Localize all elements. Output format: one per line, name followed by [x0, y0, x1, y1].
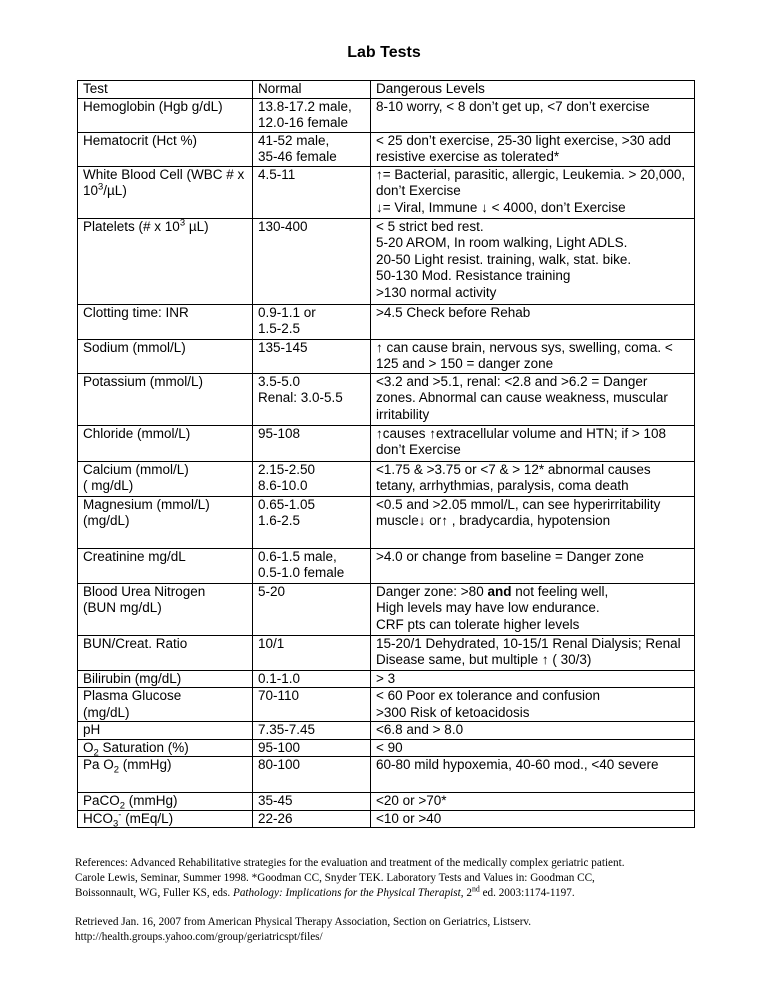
test-cell: Pa $O_2$ (mmHg) — [78, 757, 253, 793]
danger-cell: <10 or >40 — [371, 810, 695, 828]
header-dangerous-levels: Dangerous Levels — [371, 81, 695, 99]
danger-cell: < 60 Poor ex tolerance and confusion >300 Risk of ketoacidosis — [371, 688, 695, 722]
table-row — [78, 218, 695, 304]
test-cell: PaCO$_2$ (mmHg) — [78, 793, 253, 811]
test-cell: BUN/Creat. Ratio — [78, 635, 253, 670]
table-row — [78, 425, 695, 461]
test-cell: Magnesium (mmol/L) (mg/dL) — [78, 496, 253, 548]
danger-cell: <1.75 & >3.75 or <7 & > 12* abnormal causes tetany, arrhythmias, paralysis, coma death — [371, 461, 695, 496]
test-cell: Bilirubin (mg/dL) — [78, 670, 253, 688]
normal-cell: 5-20 — [253, 583, 371, 635]
retrieved-line: Retrieved Jan. 16, 2007 from American Physical Therapy Association, Section on Geriatrics, Listserv. — [75, 916, 532, 928]
danger-cell: <20 or >70* — [371, 793, 695, 811]
source-url: http://health.groups.yahoo.com/group/geriatricspt/files/ — [75, 931, 323, 943]
test-cell: $O_2$ Saturation (%) — [78, 739, 253, 757]
test-cell: Clotting time: INR — [78, 304, 253, 339]
page-title: Lab Tests — [347, 44, 421, 61]
table-row — [78, 373, 695, 425]
reference-line: Carole Lewis, Seminar, Summer 1998. *Goodman CC, Snyder TEK. Laboratory Tests and Values in: Goodman CC, — [75, 872, 595, 884]
normal-cell: 95-108 — [253, 425, 371, 461]
table-row — [78, 583, 695, 635]
test-cell: Blood Urea Nitrogen (BUN mg/dL) — [78, 583, 253, 635]
normal-cell: 135-145 — [253, 339, 371, 373]
danger-cell: ↑ can cause brain, nervous sys, swelling, coma. < 125 and > 150 = danger zone — [371, 339, 695, 373]
danger-cell: Danger zone: >80 and not feeling well, High levels may have low endurance. CRF pts can tolerate higher levels — [371, 583, 695, 635]
danger-cell: <6.8 and > 8.0 — [371, 722, 695, 740]
test-cell: Chloride (mmol/L) — [78, 425, 253, 461]
test-cell: Calcium (mmol/L) ( mg/dL) — [78, 461, 253, 496]
test-cell: White Blood Cell (WBC # x $10^3/\mu L$) — [78, 166, 253, 218]
lab-tests-table — [77, 80, 695, 828]
table-row — [78, 304, 695, 339]
table-row — [78, 132, 695, 166]
danger-cell: > 3 — [371, 670, 695, 688]
normal-cell: 10/1 — [253, 635, 371, 670]
table-row — [78, 635, 695, 670]
table-row — [78, 461, 695, 496]
table-row — [78, 722, 695, 740]
danger-cell: ↑causes ↑extracellular volume and HTN; if > 108 don’t Exercise — [371, 425, 695, 461]
header-test: Test — [78, 81, 253, 99]
table-row — [78, 496, 695, 548]
danger-cell: >4.5 Check before Rehab — [371, 304, 695, 339]
table-row — [78, 688, 695, 722]
table-row — [78, 757, 695, 793]
normal-cell: 0.9-1.1 or 1.5-2.5 — [253, 304, 371, 339]
table-row — [78, 793, 695, 811]
retrieval-note — [75, 915, 715, 945]
header-normal: Normal — [253, 81, 371, 99]
normal-cell: 41-52 male, 35-46 female — [253, 132, 371, 166]
danger-cell: < 90 — [371, 739, 695, 757]
danger-cell: <3.2 and >5.1, renal: <2.8 and >6.2 = Danger zones. Abnormal can cause weakness, muscular irritability — [371, 373, 695, 425]
normal-cell: 0.1-1.0 — [253, 670, 371, 688]
test-cell: Sodium (mmol/L) — [78, 339, 253, 373]
normal-cell: 0.6-1.5 male, 0.5-1.0 female — [253, 548, 371, 583]
reference-line: References: Advanced Rehabilitative strategies for the evaluation and treatment of the medically complex geriatric patient. — [75, 857, 625, 869]
table-row — [78, 670, 695, 688]
table-row — [78, 810, 695, 828]
danger-cell: >4.0 or change from baseline = Danger zone — [371, 548, 695, 583]
danger-cell: < 25 don’t exercise, 25-30 light exercise, >30 add resistive exercise as tolerated* — [371, 132, 695, 166]
normal-cell: 4.5-11 — [253, 166, 371, 218]
reference-line: Boissonnault, WG, Fuller KS, eds. Pathology: Implications for the Physical Therapist, 2nd ed. 2003:1174-1197. — [75, 884, 575, 899]
danger-cell: <0.5 and >2.05 mmol/L, can see hyperirritability muscle↓ or↑ , bradycardia, hypotension — [371, 496, 695, 548]
table-header-row — [78, 81, 695, 99]
test-cell: Hemoglobin (Hgb g/dL) — [78, 98, 253, 132]
test-cell: $HCO_3^-$ (mEq/L) — [78, 810, 253, 828]
danger-cell: ↑= Bacterial, parasitic, allergic, Leukemia. > 20,000, don’t Exercise ↓= Viral, Immune ↓ < 4000, don’t Exercise — [371, 166, 695, 218]
test-cell: pH — [78, 722, 253, 740]
normal-cell: 22-26 — [253, 810, 371, 828]
table-row — [78, 739, 695, 757]
normal-cell: 0.65-1.05 1.6-2.5 — [253, 496, 371, 548]
test-cell: Potassium (mmol/L) — [78, 373, 253, 425]
references — [75, 856, 715, 901]
normal-cell: 130-400 — [253, 218, 371, 304]
danger-cell: < 5 strict bed rest. 5-20 AROM, In room walking, Light ADLS. 20-50 Light resist. training, walk, stat. bike. 50-130 Mod. Resistance training >130 normal activity — [371, 218, 695, 304]
danger-cell: 60-80 mild hypoxemia, 40-60 mod., <40 severe — [371, 757, 695, 793]
normal-cell: 70-110 — [253, 688, 371, 722]
danger-cell: 15-20/1 Dehydrated, 10-15/1 Renal Dialysis; Renal Disease same, but multiple ↑ ( 30/3) — [371, 635, 695, 670]
table-row — [78, 339, 695, 373]
test-cell: Hematocrit (Hct %) — [78, 132, 253, 166]
table-row — [78, 98, 695, 132]
danger-cell: 8-10 worry, < 8 don’t get up, <7 don’t exercise — [371, 98, 695, 132]
test-cell: Platelets (# x $10^3$ µL) — [78, 218, 253, 304]
test-cell: Plasma Glucose (mg/dL) — [78, 688, 253, 722]
normal-cell: 2.15-2.50 8.6-10.0 — [253, 461, 371, 496]
normal-cell: 80-100 — [253, 757, 371, 793]
normal-cell: 35-45 — [253, 793, 371, 811]
table-row — [78, 166, 695, 218]
normal-cell: 13.8-17.2 male, 12.0-16 female — [253, 98, 371, 132]
table-row — [78, 548, 695, 583]
test-cell: Creatinine mg/dL — [78, 548, 253, 583]
normal-cell: 95-100 — [253, 739, 371, 757]
normal-cell: 7.35-7.45 — [253, 722, 371, 740]
normal-cell: 3.5-5.0 Renal: 3.0-5.5 — [253, 373, 371, 425]
